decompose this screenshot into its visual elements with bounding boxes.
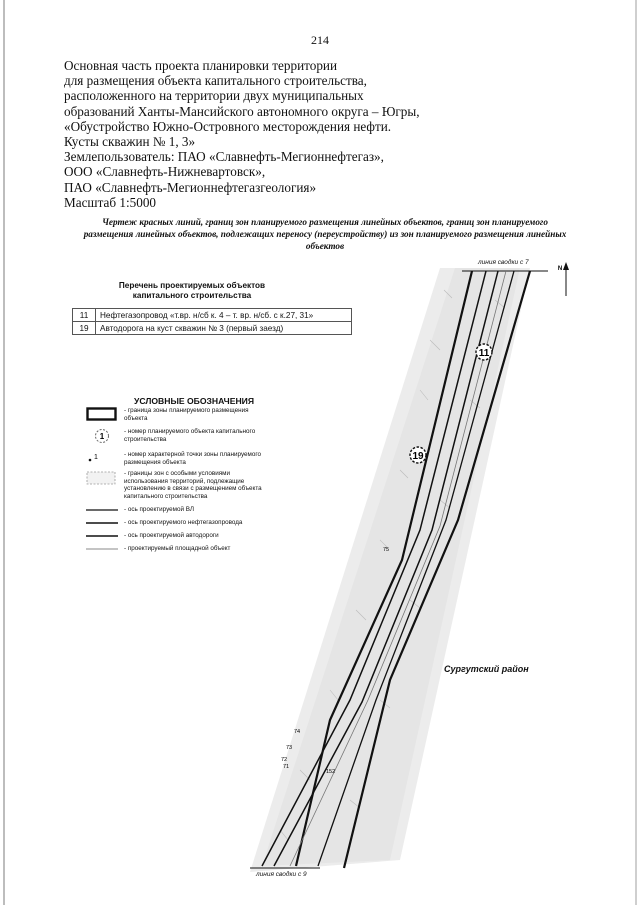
- object-number-cell: 11: [73, 309, 96, 322]
- header-line: Кусты скважин № 1, 3»: [64, 134, 196, 150]
- object-marker-11-label: 11: [478, 348, 490, 359]
- project-list-title-line: Перечень проектируемых объектов: [118, 281, 266, 290]
- header-line: «Обустройство Южно-Островного месторождения нефти.: [64, 118, 392, 134]
- point-label: 73: [286, 745, 293, 751]
- point-label: 152: [326, 769, 336, 775]
- point-number-symbol-label: 1: [94, 454, 98, 461]
- match-line-top-label: линия сводки с 7: [478, 259, 529, 266]
- legend-item-text: - ось проектируемой ВЛ: [124, 506, 195, 513]
- drawing-caption: Чертеж красных линий, границ зон планируемого размещения линейных объектов, границ зон планируемого размещения линейных объектов, подлежащих переносу (переустройству) из зон планируемого размещения линейных объектов: [83, 217, 567, 251]
- legend-item-text: - ось проектируемой автодороги: [124, 532, 219, 539]
- header-line: расположенного на территории двух муниципальных: [64, 88, 364, 104]
- point-label: 75: [383, 547, 390, 553]
- header-line: Землепользователь: ПАО «Славнефть-Мегионнефтегаз»,: [64, 149, 384, 165]
- legend-item-text: - проектируемый площадной объект: [124, 545, 231, 552]
- match-line-bottom-label: линия сводки с 9: [256, 871, 307, 878]
- header-line: образований Ханты-Мансийского автономного округа – Югры,: [64, 103, 420, 119]
- point-label: 72: [281, 757, 288, 763]
- point-label: 71: [283, 764, 290, 770]
- legend-item-text: - номер характерной точки зоны планируемого размещения объекта: [124, 451, 262, 466]
- object-name-cell: Автодорога на куст скважин № 3 (первый заезд): [96, 322, 352, 335]
- object-number-symbol-label: 1: [99, 432, 105, 441]
- north-arrow-head-icon: [563, 262, 569, 270]
- header-line: Основная часть проекта планировки территории: [64, 58, 338, 73]
- object-name-cell: Нефтегазопровод «т.вр. н/сб к. 4 – т. вр. н/сб. с к.27, 31»: [96, 309, 352, 322]
- district-label: Сургутский район: [444, 664, 529, 674]
- legend-item-text: - номер планируемого объекта капитального строительства: [124, 428, 256, 443]
- legend-item-text: - граница зоны планируемого размещения объекта: [124, 407, 249, 422]
- header-line: ООО «Славнефть-Нижневартовск»,: [64, 164, 266, 180]
- legend-title: УСЛОВНЫЕ ОБОЗНАЧЕНИЯ: [134, 396, 255, 406]
- legend-item-text: - ось проектируемого нефтегазопровода: [124, 519, 243, 526]
- point-label: 74: [294, 729, 301, 735]
- legend-item-text: - границы зон с особыми условиями использования территорий, подлежащие установлению в связи с размещением объекта капитального строительства: [124, 470, 262, 500]
- north-label: N: [557, 266, 563, 272]
- project-list-title-line: капитального строительства: [132, 291, 252, 300]
- object-marker-19-label: 19: [412, 451, 424, 462]
- page-number: 214: [311, 33, 329, 47]
- header-line: Масштаб 1:5000: [64, 194, 157, 210]
- header-line: ПАО «Славнефть-Мегионнефтегазгеология»: [64, 179, 317, 195]
- object-number-cell: 19: [73, 322, 96, 335]
- header-line: для размещения объекта капитального строительства,: [64, 73, 367, 89]
